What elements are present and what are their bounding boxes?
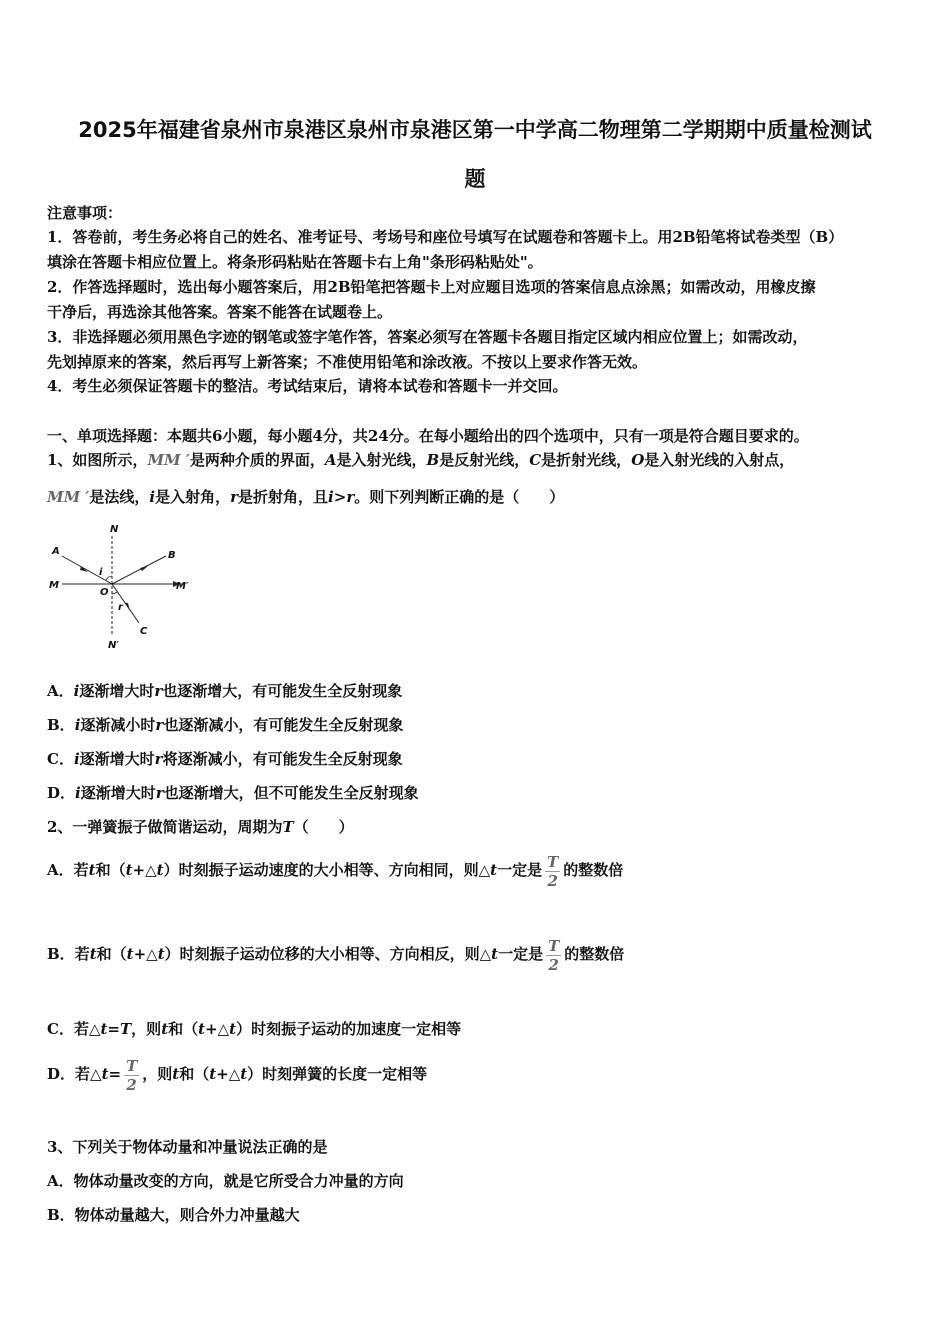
- q1-option-d: D．i逐渐增大时r也逐渐增大，但不可能发生全反射现象: [47, 784, 419, 802]
- label-A: A: [52, 546, 60, 557]
- notice-heading: 注意事项：: [47, 204, 123, 222]
- label-C: C: [140, 626, 148, 637]
- page-title: 2025年福建省泉州市泉港区泉州市泉港区第一中学高二物理第二学期期中质量检测试: [78, 118, 872, 142]
- q1-option-b: B．i逐渐减小时r也逐渐减小，有可能发生全反射现象: [47, 716, 404, 734]
- q2-option-c: C．若△t=T，则t和（t+△t）时刻振子运动的加速度一定相等: [47, 1020, 462, 1038]
- q1-stem-line1: 1、如图所示，MM ′是两种介质的界面，A是入射光线，B是反射光线，C是折射光线，O是入射光线的入射点，: [47, 451, 795, 469]
- label-O: O: [100, 587, 109, 598]
- q1-stem-line2: MM ′是法线，i是入射角，r是折射角，且i>r。则下列判断正确的是（ ）: [47, 488, 565, 506]
- label-i: i: [99, 567, 103, 578]
- label-N: N: [110, 524, 119, 535]
- label-B: B: [168, 550, 176, 561]
- reflected-ray: [112, 556, 166, 584]
- incident-ray: [62, 556, 112, 584]
- notice-line: 2．作答选择题时，选出每小题答案后，用2B铅笔把答题卡上对应题目选项的答案信息点涂黑；如需改动，用橡皮擦: [47, 278, 816, 296]
- q2-option-a: A．若t和（t+△t）时刻振子运动速度的大小相等、方向相同，则△t一定是 $\frac{T}{2}$ 的整数倍: [47, 852, 624, 890]
- refraction-figure: [44, 520, 204, 655]
- fraction-t-over-2: $\frac{T}{2}$: [547, 852, 559, 890]
- q3-option-b: B．物体动量越大，则合外力冲量越大: [47, 1206, 300, 1224]
- reflected-arrow: [140, 566, 148, 571]
- q3-option-a: A．物体动量改变的方向，就是它所受合力冲量的方向: [47, 1172, 404, 1190]
- q1-option-a: A．i逐渐增大时r也逐渐增大，有可能发生全反射现象: [47, 682, 403, 700]
- notice-line: 1．答卷前，考生务必将自己的姓名、准考证号、考场号和座位号填写在试题卷和答题卡上。用2B铅笔将试卷类型（B）: [47, 228, 844, 246]
- page-title-continued: 题: [464, 167, 486, 191]
- fraction-t-over-2: $\frac{T}{2}$: [126, 1056, 138, 1094]
- notice-line: 干净后，再选涂其他答案。答案不能答在试题卷上。: [47, 303, 393, 321]
- label-N-prime: N′: [108, 640, 120, 651]
- q2-option-b: B．若t和（t+△t）时刻振子运动位移的大小相等、方向相反，则△t一定是 $\frac{T}{2}$ 的整数倍: [47, 936, 625, 974]
- fraction-t-over-2: $\frac{T}{2}$: [548, 936, 560, 974]
- label-M: M: [49, 580, 59, 591]
- section-heading: 一、单项选择题：本题共6小题，每小题4分，共24分。在每小题给出的四个选项中，只有一项是符合题目要求的。: [47, 427, 809, 445]
- q1-option-c: C．i逐渐增大时r将逐渐减小，有可能发生全反射现象: [47, 750, 403, 768]
- label-r: r: [118, 602, 123, 613]
- angle-i-arc: [106, 576, 112, 580]
- q2-stem: 2、一弹簧振子做简谐运动，周期为T（ ）: [47, 818, 354, 836]
- incident-arrow: [80, 566, 88, 572]
- notice-line: 先划掉原来的答案，然后再写上新答案；不准使用铅笔和涂改液。不按以上要求作答无效。: [47, 353, 648, 371]
- q3-stem: 3、下列关于物体动量和冲量说法正确的是: [47, 1138, 328, 1156]
- angle-r-arc: [112, 592, 117, 594]
- q2-option-d: D．若△t= $\frac{T}{2}$ ，则t和（t+△t）时刻弹簧的长度一定相等: [47, 1056, 428, 1094]
- notice-line: 填涂在答题卡相应位置上。将条形码粘贴在答题卡右上角"条形码粘贴处"。: [47, 253, 543, 271]
- notice-line: 4．考生必须保证答题卡的整洁。考试结束后，请将本试卷和答题卡一并交回。: [47, 377, 568, 395]
- notice-line: 3．非选择题必须用黑色字迹的钢笔或签字笔作答，答案必须写在答题卡各题目指定区域内相应位置上；如需改动，: [47, 328, 808, 346]
- label-M-prime: M′: [176, 581, 189, 592]
